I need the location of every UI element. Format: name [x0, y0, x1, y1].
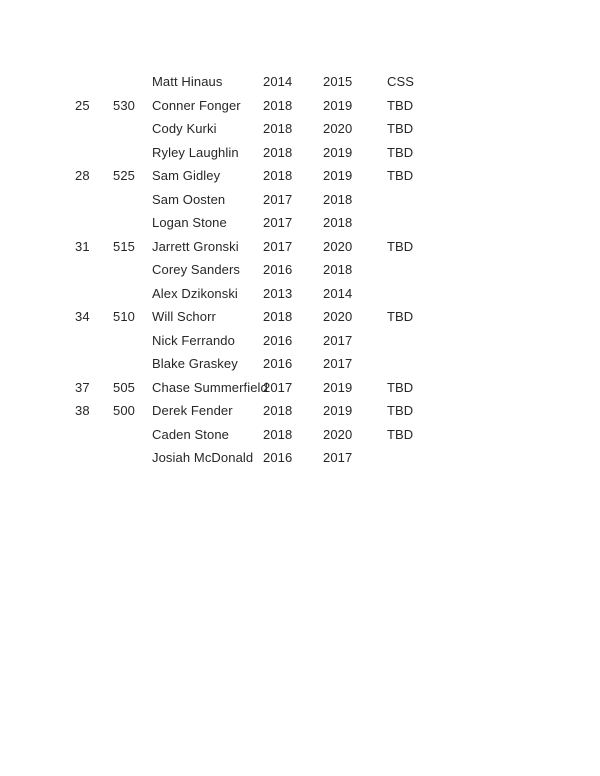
end-year-cell: 2019	[323, 144, 353, 160]
start-year-cell: 2016	[263, 450, 293, 466]
points-cell: 510	[113, 309, 135, 325]
start-year-cell: 2018	[263, 426, 293, 442]
status-cell: TBD	[387, 426, 414, 442]
player-name-cell: Conner Fonger	[152, 97, 241, 113]
end-year-cell: 2019	[323, 97, 353, 113]
start-year-cell: 2016	[263, 332, 293, 348]
table-row	[75, 446, 432, 470]
table-row	[75, 141, 432, 165]
status-cell: TBD	[387, 168, 414, 184]
status-cell: TBD	[387, 309, 414, 325]
end-year-cell: 2019	[323, 168, 353, 184]
status-cell: TBD	[387, 403, 414, 419]
points-cell: 530	[113, 97, 135, 113]
status-cell: CSS	[387, 74, 415, 90]
table-row	[75, 352, 432, 376]
player-name-cell: Matt Hinaus	[152, 74, 223, 90]
rank-cell: 25	[75, 97, 90, 113]
end-year-cell: 2019	[323, 379, 353, 395]
start-year-cell: 2018	[263, 97, 293, 113]
points-cell: 515	[113, 238, 135, 254]
end-year-cell: 2020	[323, 121, 353, 137]
start-year-cell: 2017	[263, 215, 293, 231]
end-year-cell: 2020	[323, 238, 353, 254]
player-name-cell: Corey Sanders	[152, 262, 241, 278]
roster-table	[75, 70, 432, 470]
table-row	[75, 235, 432, 259]
player-name-cell: Will Schorr	[152, 309, 216, 325]
table-row	[75, 399, 432, 423]
player-name-cell: Sam Oosten	[152, 191, 226, 207]
start-year-cell: 2018	[263, 144, 293, 160]
rank-cell: 34	[75, 309, 90, 325]
table-row	[75, 164, 432, 188]
end-year-cell: 2020	[323, 309, 353, 325]
rank-cell: 28	[75, 168, 90, 184]
end-year-cell: 2019	[323, 403, 353, 419]
end-year-cell: 2020	[323, 426, 353, 442]
rank-cell: 31	[75, 238, 90, 254]
table-row	[75, 376, 432, 400]
status-cell: TBD	[387, 144, 414, 160]
start-year-cell: 2018	[263, 121, 293, 137]
rank-cell: 38	[75, 403, 90, 419]
table-row	[75, 258, 432, 282]
end-year-cell: 2014	[323, 285, 353, 301]
player-name-cell: Logan Stone	[152, 215, 227, 231]
player-name-cell: Jarrett Gronski	[152, 238, 239, 254]
player-name-cell: Derek Fender	[152, 403, 233, 419]
status-cell: TBD	[387, 379, 414, 395]
end-year-cell: 2017	[323, 356, 353, 372]
end-year-cell: 2018	[323, 262, 353, 278]
start-year-cell: 2013	[263, 285, 293, 301]
status-cell: TBD	[387, 97, 414, 113]
player-name-cell: Cody Kurki	[152, 121, 217, 137]
start-year-cell: 2017	[263, 238, 293, 254]
start-year-cell: 2014	[263, 74, 293, 90]
player-name-cell: Caden Stone	[152, 426, 229, 442]
points-cell: 505	[113, 379, 135, 395]
end-year-cell: 2018	[323, 191, 353, 207]
end-year-cell: 2015	[323, 74, 353, 90]
table-row	[75, 188, 432, 212]
status-cell: TBD	[387, 121, 414, 137]
start-year-cell: 2016	[263, 356, 293, 372]
table-row	[75, 329, 432, 353]
start-year-cell: 2018	[263, 403, 293, 419]
rank-cell: 37	[75, 379, 90, 395]
player-name-cell: Ryley Laughlin	[152, 144, 239, 160]
table-row	[75, 305, 432, 329]
start-year-cell: 2018	[263, 168, 293, 184]
player-name-cell: Blake Graskey	[152, 356, 238, 372]
table-row	[75, 94, 432, 118]
player-name-cell: Chase Summerfield	[152, 379, 268, 395]
status-cell: TBD	[387, 238, 414, 254]
start-year-cell: 2017	[263, 379, 293, 395]
table-row	[75, 423, 432, 447]
player-name-cell: Josiah McDonald	[152, 450, 254, 466]
start-year-cell: 2017	[263, 191, 293, 207]
start-year-cell: 2016	[263, 262, 293, 278]
player-name-cell: Alex Dzikonski	[152, 285, 238, 301]
end-year-cell: 2017	[323, 450, 353, 466]
table-row	[75, 282, 432, 306]
table-row	[75, 117, 432, 141]
player-name-cell: Nick Ferrando	[152, 332, 235, 348]
table-row	[75, 70, 432, 94]
player-name-cell: Sam Gidley	[152, 168, 221, 184]
start-year-cell: 2018	[263, 309, 293, 325]
table-row	[75, 211, 432, 235]
end-year-cell: 2018	[323, 215, 353, 231]
end-year-cell: 2017	[323, 332, 353, 348]
points-cell: 500	[113, 403, 135, 419]
points-cell: 525	[113, 168, 135, 184]
